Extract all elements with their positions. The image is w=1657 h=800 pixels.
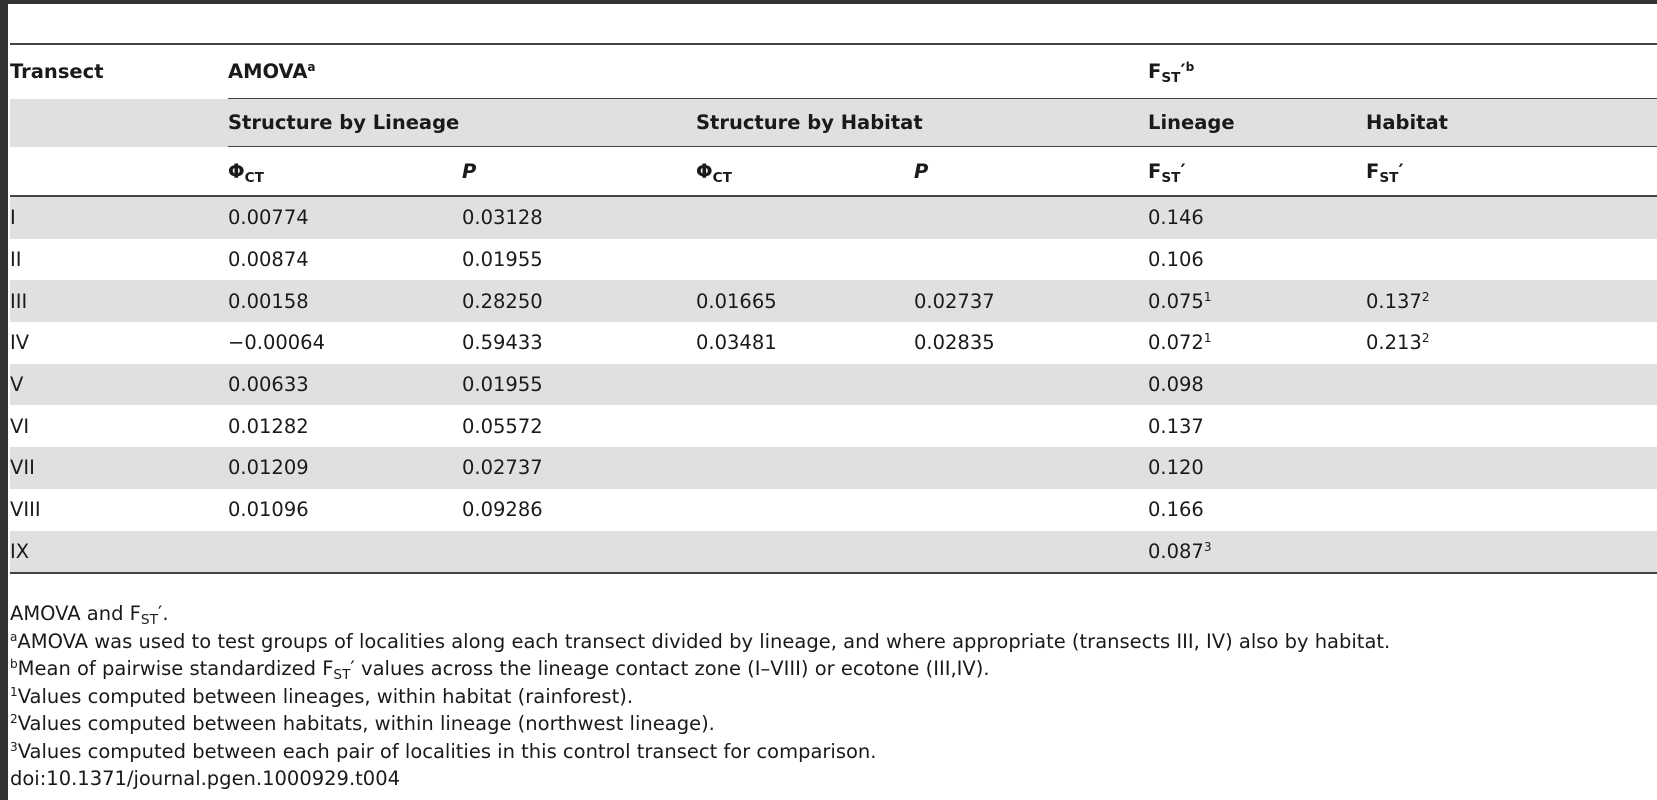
cell-habitat-p [914,447,1148,489]
cell-transect: III [10,280,228,322]
left-border [0,0,8,800]
cell-habitat-p [914,239,1148,281]
footnote-b: $^b$Mean of pairwise standardized $F_{ST}'$ values across the lineage contact zone (I–VIII) or ecotone (III,IV). [10,656,990,684]
cell-habitat-p [914,196,1148,239]
cell-habitat-phi [696,239,914,281]
header-transect: Transect [10,60,104,84]
cell-transect: V [10,364,228,406]
header-fst-lineage: $F_{ST}'$ [1148,159,1186,186]
table-row [10,280,1657,322]
cell-lineage-p: 0.02737 [462,447,696,489]
header-structure-habitat: Structure by Habitat [696,99,1148,147]
cell-habitat-p: 0.02737 [914,280,1148,322]
table-row [10,489,1657,531]
table-row [10,322,1657,364]
cell-habitat-phi [696,489,914,531]
cell-lineage-p: 0.05572 [462,414,543,438]
cell-fst-habitat [1366,405,1657,447]
cell-lineage-p: 0.01955 [462,364,696,406]
cell-fst-habitat [1366,196,1657,239]
table-row [10,405,1657,447]
cell-fst-habitat: 0.137$^2$ [1366,280,1657,322]
doi-link[interactable]: doi:10.1371/journal.pgen.1000929.t004 [10,767,401,790]
cell-fst-lineage: 0.075$^1$ [1148,280,1366,322]
results-table [10,43,1657,574]
cell-fst-habitat [1366,489,1657,531]
footnote-a: $^a$AMOVA was used to test groups of localities along each transect divided by lineage, and where appropriate (transects III, IV) also by habitat. [10,629,1391,653]
caption: AMOVA and $F_{ST}'$. [10,602,169,629]
header-lin-phi: $\Phi_{CT}$ [228,159,264,186]
header-row-1 [10,44,1657,99]
cell-transect: II [10,248,22,272]
cell-habitat-p: 0.02835 [914,331,995,355]
top-border [0,0,1657,4]
cell-lineage-p: 0.59433 [462,331,543,355]
cell-fst-lineage: 0.087$^3$ [1148,531,1366,574]
cell-habitat-phi [696,531,914,574]
cell-lineage-phi: 0.00633 [228,364,462,406]
header-fst: $F_{ST}'^b$ [1148,44,1657,99]
cell-fst-lineage: 0.120 [1148,447,1366,489]
cell-lineage-p: 0.01955 [462,248,543,272]
cell-transect: IX [10,531,228,574]
table-container [10,43,1657,574]
cell-habitat-phi [696,196,914,239]
cell-lineage-p: 0.28250 [462,280,696,322]
cell-fst-habitat [1366,239,1657,281]
cell-lineage-p: 0.03128 [462,196,696,239]
cell-transect: IV [10,331,30,355]
cell-fst-lineage: 0.146 [1148,196,1366,239]
table-row [10,447,1657,489]
cell-lineage-p [462,531,696,574]
cell-habitat-phi [696,405,914,447]
cell-lineage-phi: 0.01282 [228,414,309,438]
cell-lineage-phi: 0.00158 [228,280,462,322]
cell-fst-lineage: 0.137 [1148,414,1204,438]
table-row [10,531,1657,574]
cell-transect: VIII [10,498,41,522]
cell-habitat-p [914,489,1148,531]
table-row [10,196,1657,239]
header-lineage: Lineage [1148,99,1366,147]
cell-lineage-p: 0.09286 [462,498,543,522]
cell-transect: I [10,196,228,239]
header-hab-p: P [914,159,929,183]
cell-fst-habitat [1366,447,1657,489]
header-amova: AMOVA$^a$ [228,44,1148,99]
header-hab-phi: $\Phi_{CT}$ [696,159,732,186]
header-habitat: Habitat [1366,99,1657,147]
header-row-3 [10,147,1657,197]
cell-lineage-phi [228,531,462,574]
cell-fst-habitat [1366,531,1657,574]
cell-transect: VI [10,414,30,438]
cell-lineage-phi: −0.00064 [228,331,325,355]
cell-habitat-p [914,364,1148,406]
table-body [10,196,1657,573]
cell-fst-lineage: 0.166 [1148,498,1204,522]
cell-habitat-phi: 0.03481 [696,331,777,355]
cell-habitat-phi [696,447,914,489]
table-row [10,239,1657,281]
cell-lineage-phi: 0.01209 [228,447,462,489]
cell-fst-habitat: 0.213$^2$ [1366,331,1430,355]
header-fst-habitat: $F_{ST}'$ [1366,159,1404,186]
cell-transect: VII [10,447,228,489]
cell-fst-lineage: 0.098 [1148,364,1366,406]
cell-fst-habitat [1366,364,1657,406]
table-row [10,364,1657,406]
footnote-1: $^1$Values computed between lineages, within habitat (rainforest). [10,684,634,708]
cell-fst-lineage: 0.106 [1148,248,1204,272]
cell-fst-lineage: 0.072$^1$ [1148,331,1212,355]
cell-lineage-phi: 0.00874 [228,248,309,272]
cell-habitat-p [914,531,1148,574]
cell-habitat-phi [696,364,914,406]
table-notes [10,600,1390,793]
header-lin-p: P [462,159,477,183]
cell-habitat-p [914,405,1148,447]
footnote-3: $^3$Values computed between each pair of localities in this control transect for comparison. [10,739,877,763]
cell-lineage-phi: 0.01096 [228,498,309,522]
header-row-2 [10,99,1657,147]
header-structure-lineage: Structure by Lineage [228,99,696,147]
footnote-2: $^2$Values computed between habitats, within lineage (northwest lineage). [10,711,715,735]
cell-habitat-phi: 0.01665 [696,280,914,322]
cell-lineage-phi: 0.00774 [228,196,462,239]
